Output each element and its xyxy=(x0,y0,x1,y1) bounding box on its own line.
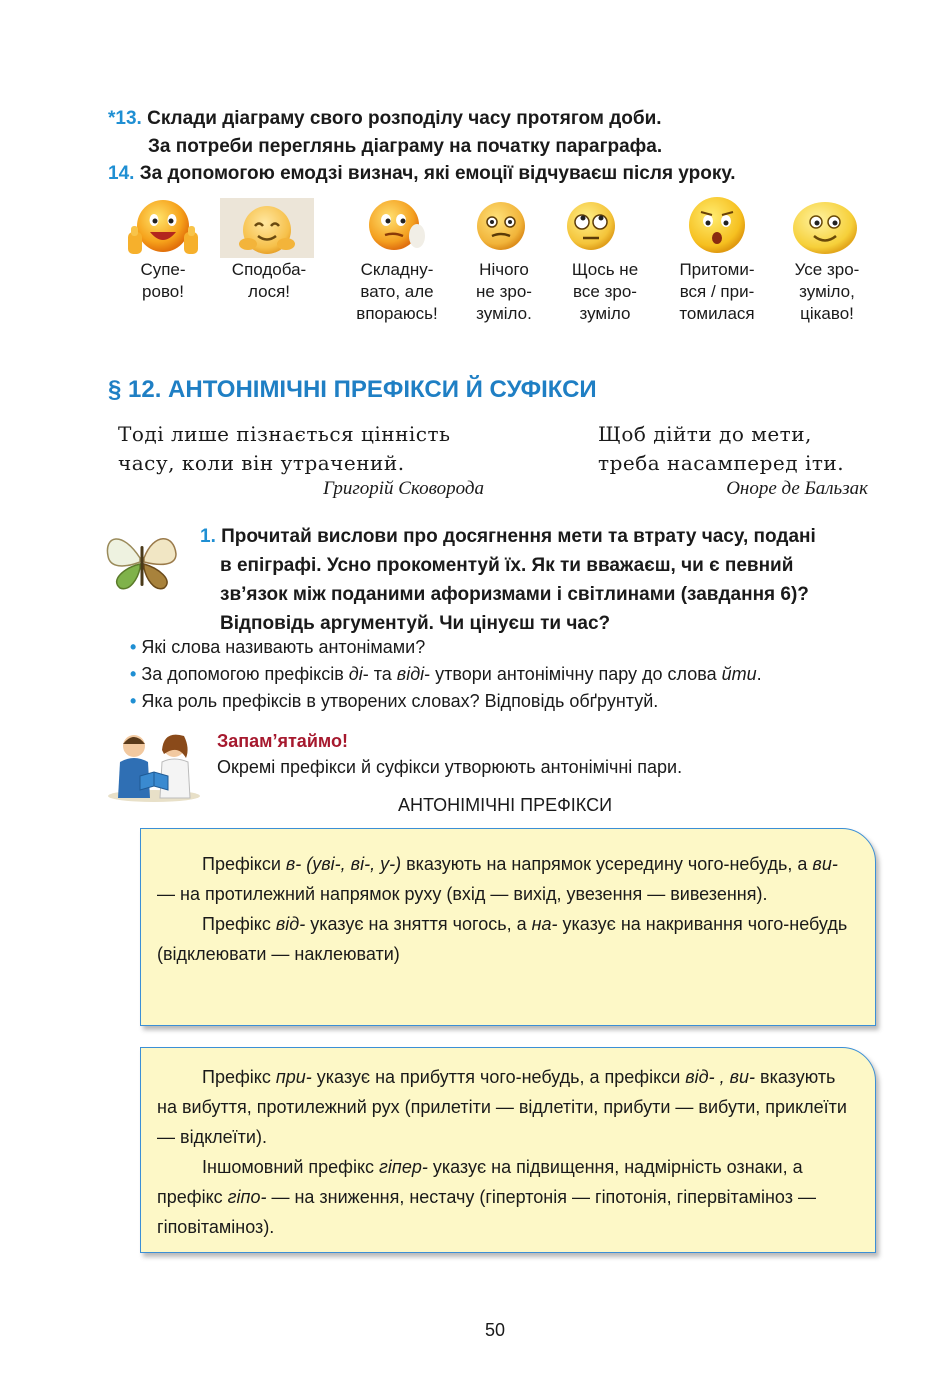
task-1 xyxy=(200,522,816,638)
students-reading-icon xyxy=(104,728,204,802)
epigraph-left-line1: Тоді лише пізнається цінність xyxy=(118,422,451,446)
confused-emoji-icon xyxy=(470,200,532,252)
task-14-text: За допомогою емодзі визнач, які емоції відчуваєш після уроку. xyxy=(139,163,736,184)
section-title: § 12. АНТОНІМІЧНІ ПРЕФІКСИ Й СУФІКСИ xyxy=(108,376,597,403)
rule-box-1-paragraph-2: Префікс від- указує на зняття чогось, а на- указує на накривання чого-небудь (відклеювати — наклеювати) xyxy=(157,914,848,964)
emoji-caption-2: Сподоба- лося! xyxy=(231,260,307,301)
task-14 xyxy=(108,163,736,185)
epigraph-right-line2: треба насамперед іти. xyxy=(598,451,845,475)
bullet-list xyxy=(130,634,762,715)
smiling-emoji-icon xyxy=(790,200,860,256)
epigraph-right-line1: Щоб дійти до мети, xyxy=(598,422,812,446)
rule-box-1 xyxy=(140,828,876,1026)
emoji-caption-5: Щось не все зро- зуміло xyxy=(571,260,639,323)
epigraph-left-line2: часу, коли він утрачений. xyxy=(118,451,405,475)
remember-label: Запам’ятаймо! xyxy=(217,731,348,751)
rule-box-1-paragraph-1: Префікси в- (уві-, ві-, у-) вказують на напрямок усередину чого-небудь, а ви- — на протилежний напрямок руху (вхід — вихід, увезення — вивезення). xyxy=(157,854,838,904)
rule-box-2 xyxy=(140,1047,876,1253)
task-13-line1: Склади діаграму свого розподілу часу протягом доби. xyxy=(147,108,662,129)
bullet-item-2: • За допомогою префіксів ді- та віді- утвори антонімічну пару до слова йти. xyxy=(130,664,762,684)
task-1-number: 1. xyxy=(200,526,216,547)
emoji-caption-6: Притоми- вся / при- томилася xyxy=(679,260,755,323)
epigraph-left-author: Григорій Сковорода xyxy=(323,478,484,499)
remember-text: Окремі префікси й суфікси утворюють антонімічні пари. xyxy=(217,757,683,777)
antonym-prefixes-heading: АНТОНІМІЧНІ ПРЕФІКСИ xyxy=(397,795,613,815)
epigraph-right xyxy=(598,420,868,500)
task-1-line1: Прочитай вислови про досягнення мети та втрату часу, подані xyxy=(221,526,816,547)
task-13 xyxy=(108,105,662,161)
task-1-line3: зв’язок між поданими афоризмами і світлинами (завдання 6)? xyxy=(220,584,809,605)
thinking-emoji-icon xyxy=(361,198,431,252)
emoji-caption-4: Нічого не зро- зуміло. xyxy=(476,260,532,323)
emoji-caption-7: Усе зро- зуміло, цікаво! xyxy=(794,260,860,323)
rolling-eyes-emoji-icon xyxy=(561,200,621,252)
epigraph-left xyxy=(118,420,484,500)
thumbs-up-emoji-icon xyxy=(124,198,202,260)
rule-box-2-paragraph-1: Префікс при- указує на прибуття чого-небудь, а префікси від- , ви- вказують на вибуття, протилежний рух (прилетіти — відлетіти, прибути — вибути, приклеїти — відклеїти). xyxy=(157,1067,847,1147)
bullet-item-3: • Яка роль префіксів в утворених словах? Відповідь обґрунтуй. xyxy=(130,691,659,711)
epigraph-right-author: Оноре де Бальзак xyxy=(726,478,868,499)
butterfly-icon xyxy=(102,528,182,590)
bullet-item-1: • Які слова називають антонімами? xyxy=(130,637,426,657)
task-1-line4: Відповідь аргументуй. Чи цінуєш ти час? xyxy=(220,613,611,634)
hug-emoji-icon xyxy=(220,198,314,258)
emoji-caption-1: Супе- рово! xyxy=(140,260,186,301)
tired-emoji-icon xyxy=(684,195,750,255)
task-14-number: 14. xyxy=(108,163,135,184)
task-13-line2: За потреби переглянь діаграму на початку параграфа. xyxy=(148,136,663,157)
emoji-caption-3: Складну- вато, але впораюсь! xyxy=(356,260,438,323)
page-number: 50 xyxy=(484,1320,506,1340)
rule-box-2-paragraph-2: Іншомовний префікс гіпер- указує на підвищення, надмірність ознаки, а префікс гіпо- — на зниження, нестачу (гіпертонія — гіпотонія, гіпервітаміноз — гіповітаміноз). xyxy=(157,1157,816,1237)
task-13-number: *13. xyxy=(108,108,142,129)
task-1-line2: в епіграфі. Усно прокоментуй їх. Як ти вважаєш, чи є певний xyxy=(220,555,794,576)
